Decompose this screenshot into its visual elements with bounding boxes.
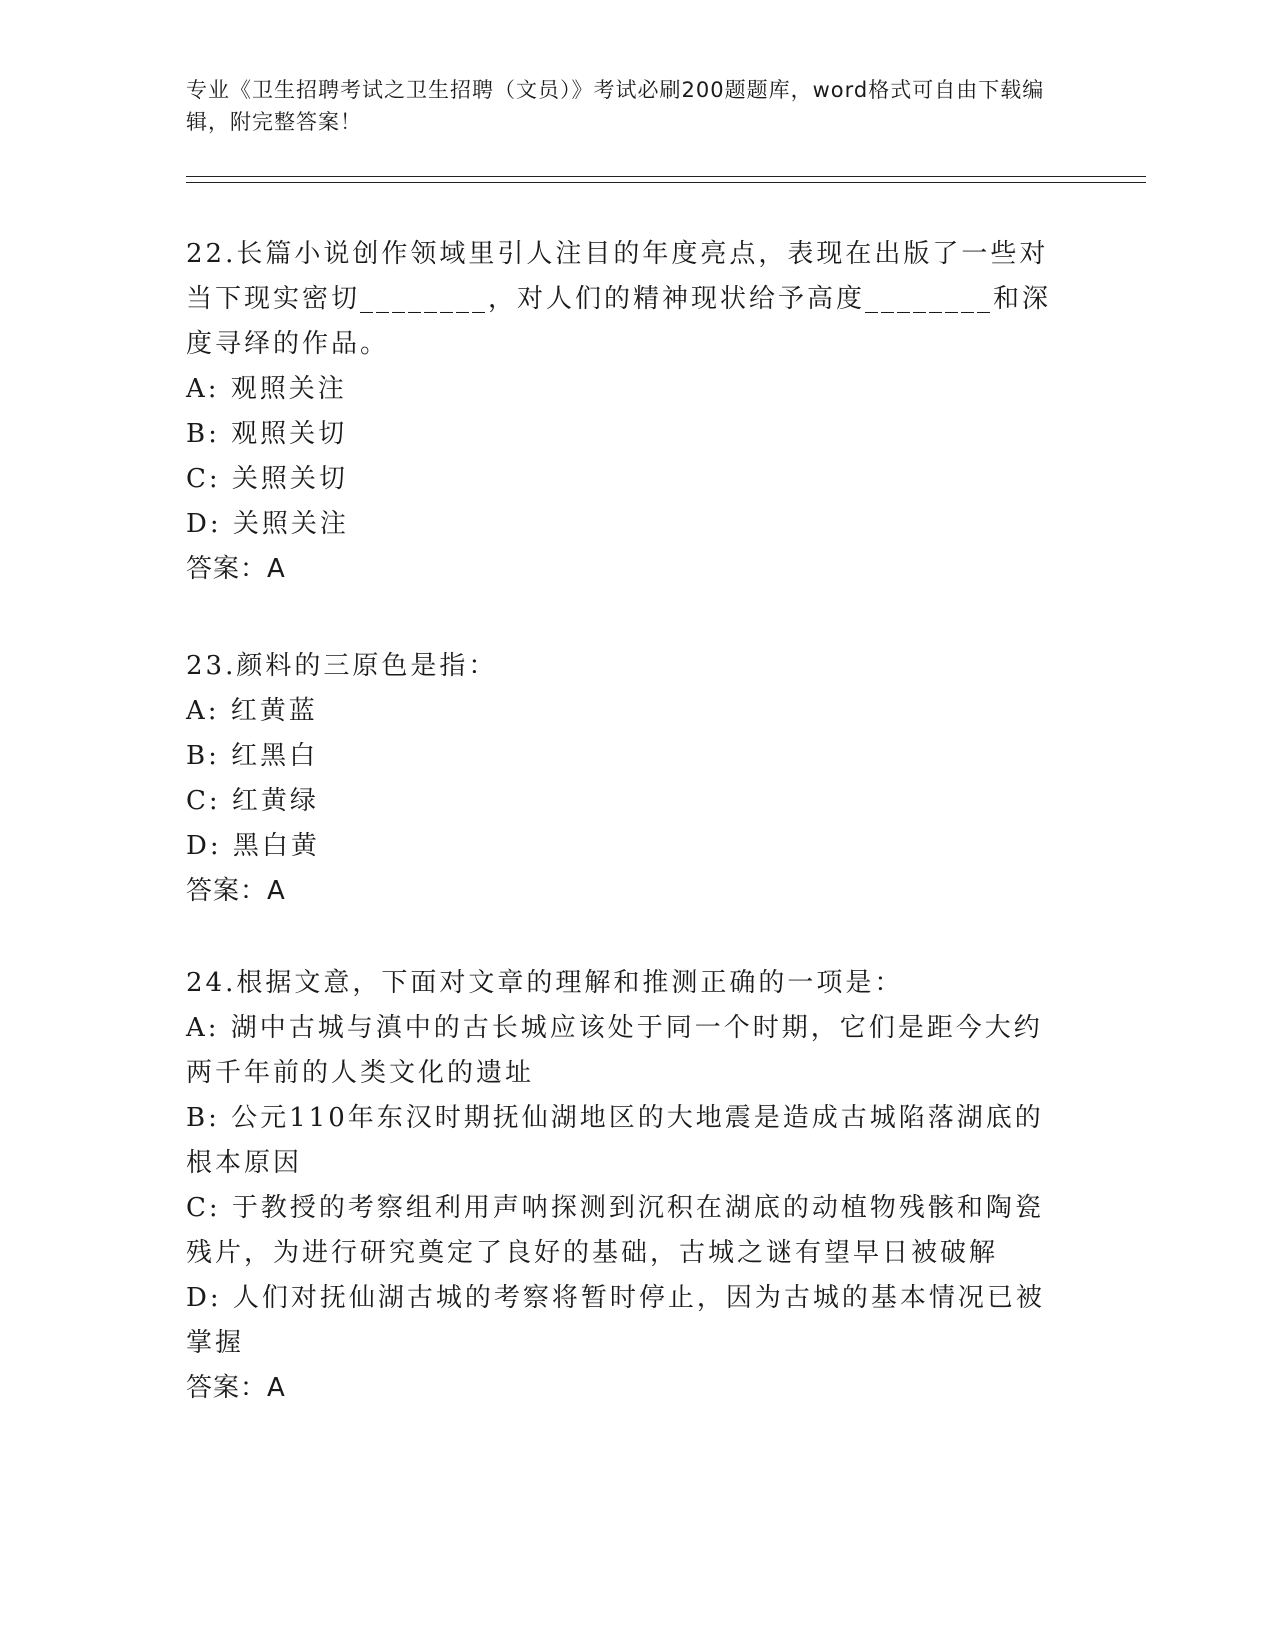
question-stem: 24.根据文意，下面对文章的理解和推测正确的一项是： — [186, 968, 904, 998]
question-stem: 22.长篇小说创作领域里引人注目的年度亮点，表现在出版了一些对当下现实密切________，对人们的精神现状给予高度________和深度寻绎的作品。 — [186, 239, 1052, 359]
question-22 — [186, 232, 1066, 592]
question-24 — [186, 961, 1066, 1411]
option-b: B: 公元110年东汉时期抚仙湖地区的大地震是造成古城陷落湖底的根本原因 — [186, 1103, 1044, 1178]
question-stem: 23.颜料的三原色是指： — [186, 651, 498, 681]
option-a: A: 观照关注 — [186, 374, 347, 404]
option-a: A: 红黄蓝 — [186, 696, 318, 726]
option-c: C: 关照关切 — [186, 464, 348, 494]
option-b: B: 观照关切 — [186, 419, 348, 449]
option-d: D: 关照关注 — [186, 509, 349, 539]
header-divider-top — [186, 176, 1146, 177]
option-d: D: 人们对抚仙湖古城的考察将暂时停止，因为古城的基本情况已被掌握 — [186, 1283, 1045, 1358]
header-divider-bottom — [186, 182, 1146, 183]
answer-line: 答案：A — [186, 554, 286, 584]
option-b: B: 红黑白 — [186, 741, 319, 771]
answer-line: 答案：A — [186, 1373, 286, 1403]
option-c: C: 于教授的考察组利用声呐探测到沉积在湖底的动植物残骸和陶瓷残片，为进行研究奠定了良好的基础，古城之谜有望早日被破解 — [186, 1193, 1044, 1268]
option-d: D: 黑白黄 — [186, 831, 320, 861]
answer-line: 答案：A — [186, 876, 286, 906]
question-23 — [186, 644, 1066, 914]
option-c: C: 红黄绿 — [186, 786, 319, 816]
option-a: A: 湖中古城与滇中的古长城应该处于同一个时期，它们是距今大约两千年前的人类文化的遗址 — [186, 1013, 1043, 1088]
document-header: 专业《卫生招聘考试之卫生招聘（文员）》考试必刷200题题库，word格式可自由下载编辑，附完整答案！ — [186, 78, 1045, 134]
